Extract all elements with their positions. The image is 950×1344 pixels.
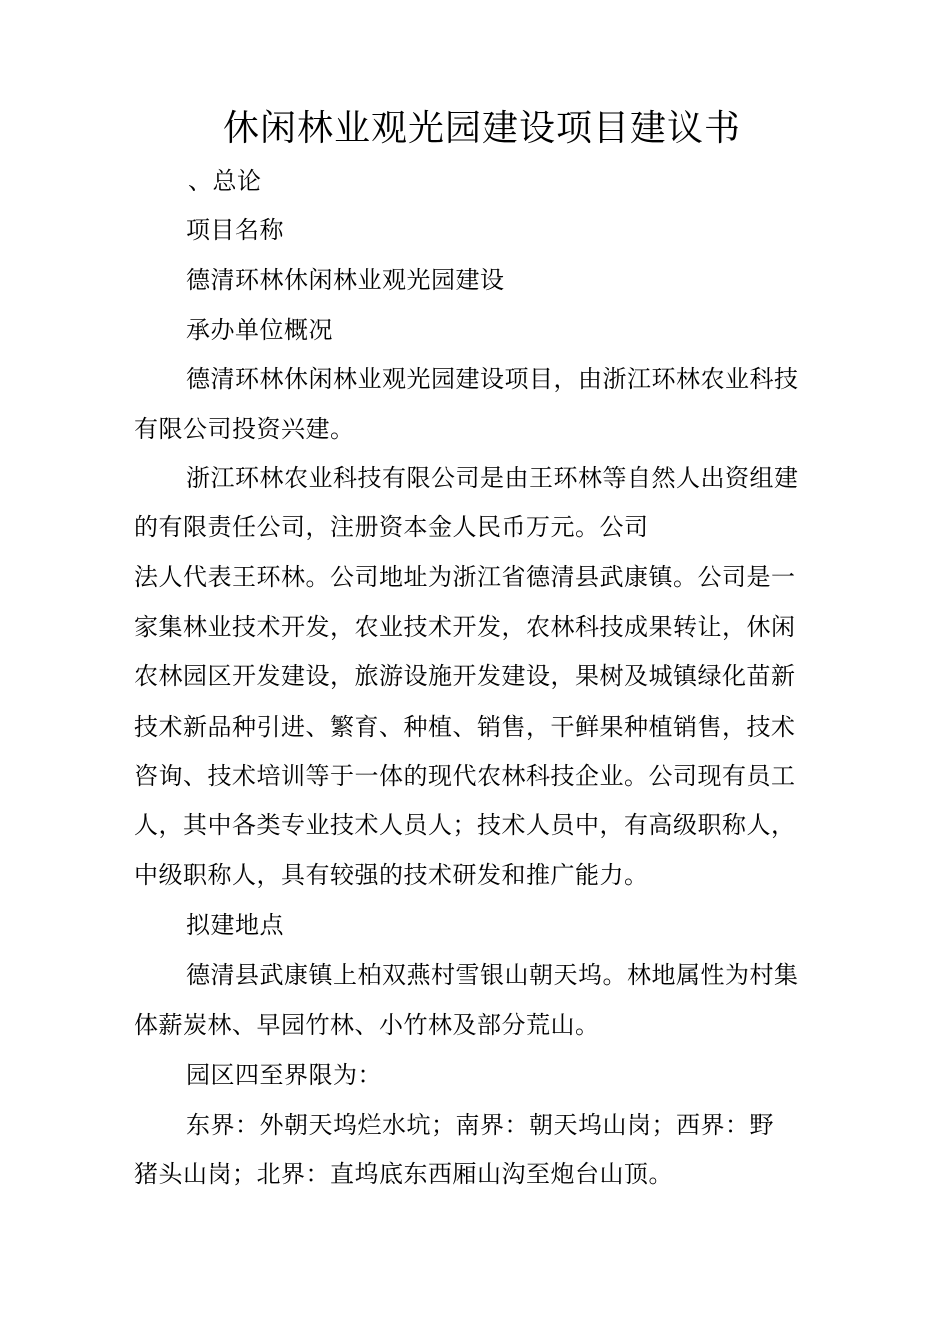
paragraph-line: 浙江环林农业科技有限公司是由王环林等自然人出资组建 <box>186 464 799 492</box>
section-heading-general: 、总论 <box>188 167 262 195</box>
paragraph-line: 法人代表王环林。公司地址为浙江省德清县武康镇。公司是一 <box>134 563 796 591</box>
document-title: 休闲林业观光园建设项目建议书 <box>222 108 741 149</box>
subheading-project-name: 项目名称 <box>186 216 284 244</box>
paragraph-line: 体薪炭林、早园竹林、小竹林及部分荒山。 <box>134 1011 600 1039</box>
paragraph-line: 猪头山岗；北界：直坞底东西厢山沟至炮台山顶。 <box>134 1160 673 1188</box>
project-name-text: 德清环林休闲林业观光园建设 <box>186 266 505 294</box>
paragraph-line: 园区四至界限为： <box>186 1061 382 1089</box>
paragraph-line: 德清环林休闲林业观光园建设项目，由浙江环林农业科技 <box>186 365 799 393</box>
paragraph-line: 家集林业技术开发，农业技术开发，农林科技成果转让，休闲 <box>134 613 796 641</box>
subheading-sponsor: 承办单位概况 <box>186 316 333 344</box>
subheading-location: 拟建地点 <box>186 911 284 939</box>
paragraph-line: 有限公司投资兴建。 <box>134 415 355 443</box>
paragraph-line: 的有限责任公司，注册资本金人民币万元。公司 <box>134 513 649 541</box>
paragraph-line: 德清县武康镇上柏双燕村雪银山朝天坞。林地属性为村集 <box>186 961 799 989</box>
paragraph-line: 人，其中各类专业技术人员人；技术人员中，有高级职称人， <box>134 811 796 839</box>
paragraph-line: 农林园区开发建设，旅游设施开发建设，果树及城镇绿化苗新 <box>134 662 796 690</box>
paragraph-line: 中级职称人，具有较强的技术研发和推广能力。 <box>134 861 649 889</box>
paragraph-line: 技术新品种引进、繁育、种植、销售，干鲜果种植销售，技术 <box>134 713 796 741</box>
paragraph-line: 咨询、技术培训等于一体的现代农林科技企业。公司现有员工 <box>134 762 796 790</box>
paragraph-line: 东界：外朝天坞烂水坑；南界：朝天坞山岗；西界：野 <box>186 1111 774 1139</box>
